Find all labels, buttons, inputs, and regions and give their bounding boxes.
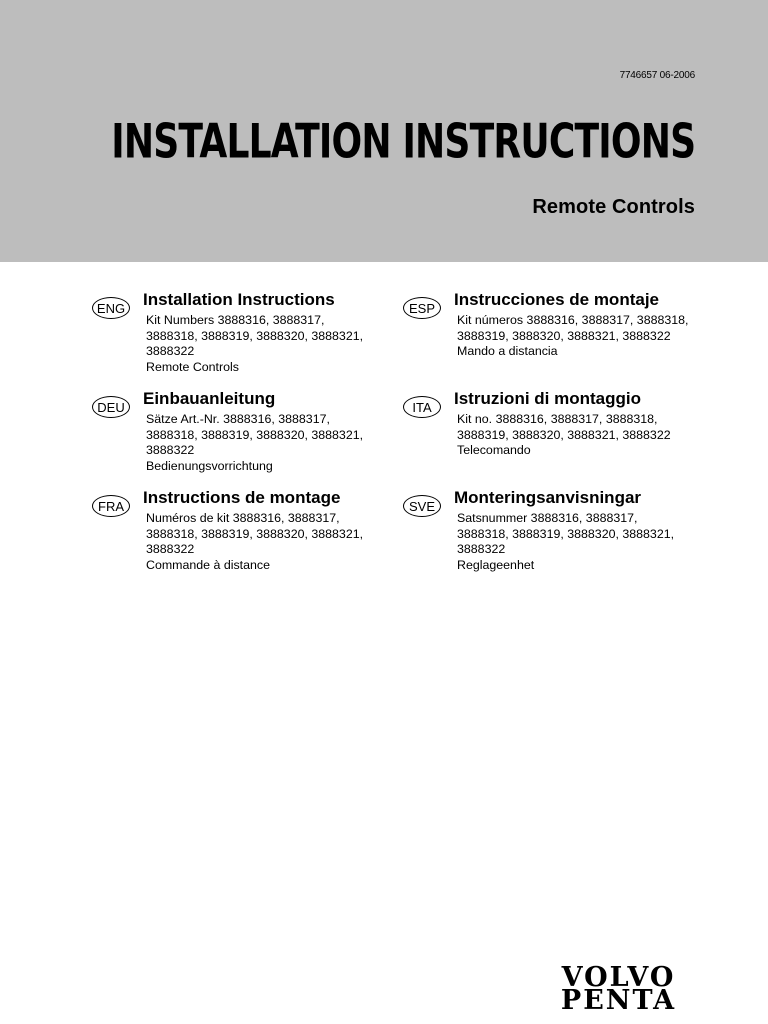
text-line: Remote Controls bbox=[146, 359, 239, 374]
section-text bbox=[146, 313, 381, 375]
volvo-penta-logo bbox=[541, 962, 696, 1016]
text-line: Kit Numbers 3888316, 3888317, bbox=[146, 313, 325, 327]
text-line: Kit no. 3888316, 3888317, 3888318, bbox=[457, 412, 658, 426]
section-text bbox=[457, 412, 692, 459]
text-line: 3888318, 3888319, 3888320, 3888321, bbox=[146, 526, 364, 541]
language-code-badge: ESP bbox=[403, 297, 441, 319]
text-line: 3888318, 3888319, 3888320, 3888321, bbox=[146, 328, 364, 343]
header-band bbox=[0, 0, 768, 262]
text-line: Commande à distance bbox=[146, 557, 270, 572]
language-code-badge: ENG bbox=[92, 297, 130, 319]
section-title: Istruzioni di montaggio bbox=[454, 389, 641, 408]
text-line: Bedienungsvorrichtung bbox=[146, 458, 273, 473]
section-text bbox=[146, 412, 381, 474]
text-line: Mando a distancia bbox=[457, 344, 558, 358]
section-text bbox=[457, 511, 692, 573]
section-title: Installation Instructions bbox=[143, 290, 335, 309]
text-line: 3888322 bbox=[146, 443, 195, 457]
text-line: 3888318, 3888319, 3888320, 3888321, bbox=[146, 427, 364, 442]
page-title: INSTALLATION INSTRUCTIONS bbox=[110, 114, 695, 170]
language-code-badge: SVE bbox=[403, 495, 441, 517]
section-title: Instructions de montage bbox=[143, 488, 341, 507]
logo-line-1: VOLVO bbox=[561, 962, 676, 993]
language-code-badge: ITA bbox=[403, 396, 441, 418]
document-number: 7746657 06-2006 bbox=[619, 70, 695, 81]
section-text bbox=[457, 313, 692, 360]
section-title: Instrucciones de montaje bbox=[454, 290, 659, 309]
text-line: Satsnummer 3888316, 3888317, bbox=[457, 511, 638, 525]
language-code-badge: FRA bbox=[92, 495, 130, 517]
text-line: Reglageenhet bbox=[457, 557, 535, 572]
text-line: Numéros de kit 3888316, 3888317, bbox=[146, 511, 340, 525]
page-subtitle: Remote Controls bbox=[532, 196, 695, 218]
section-text bbox=[146, 511, 381, 573]
logo-line-2: PENTA bbox=[560, 985, 677, 1016]
section-title: Monteringsanvisningar bbox=[454, 488, 642, 507]
text-line: Telecomando bbox=[457, 443, 531, 457]
text-line: 3888318, 3888319, 3888320, 3888321, bbox=[457, 526, 675, 541]
text-line: 3888322 bbox=[457, 542, 506, 556]
language-code-badge: DEU bbox=[92, 396, 130, 418]
text-line: 3888319, 3888320, 3888321, 3888322 bbox=[457, 328, 671, 343]
section-title: Einbauanleitung bbox=[143, 389, 276, 408]
text-line: 3888322 bbox=[146, 344, 195, 358]
text-line: Kit números 3888316, 3888317, 3888318, bbox=[457, 313, 689, 327]
text-line: 3888319, 3888320, 3888321, 3888322 bbox=[457, 427, 671, 442]
text-line: 3888322 bbox=[146, 542, 195, 556]
text-line: Sätze Art.-Nr. 3888316, 3888317, bbox=[146, 412, 330, 426]
